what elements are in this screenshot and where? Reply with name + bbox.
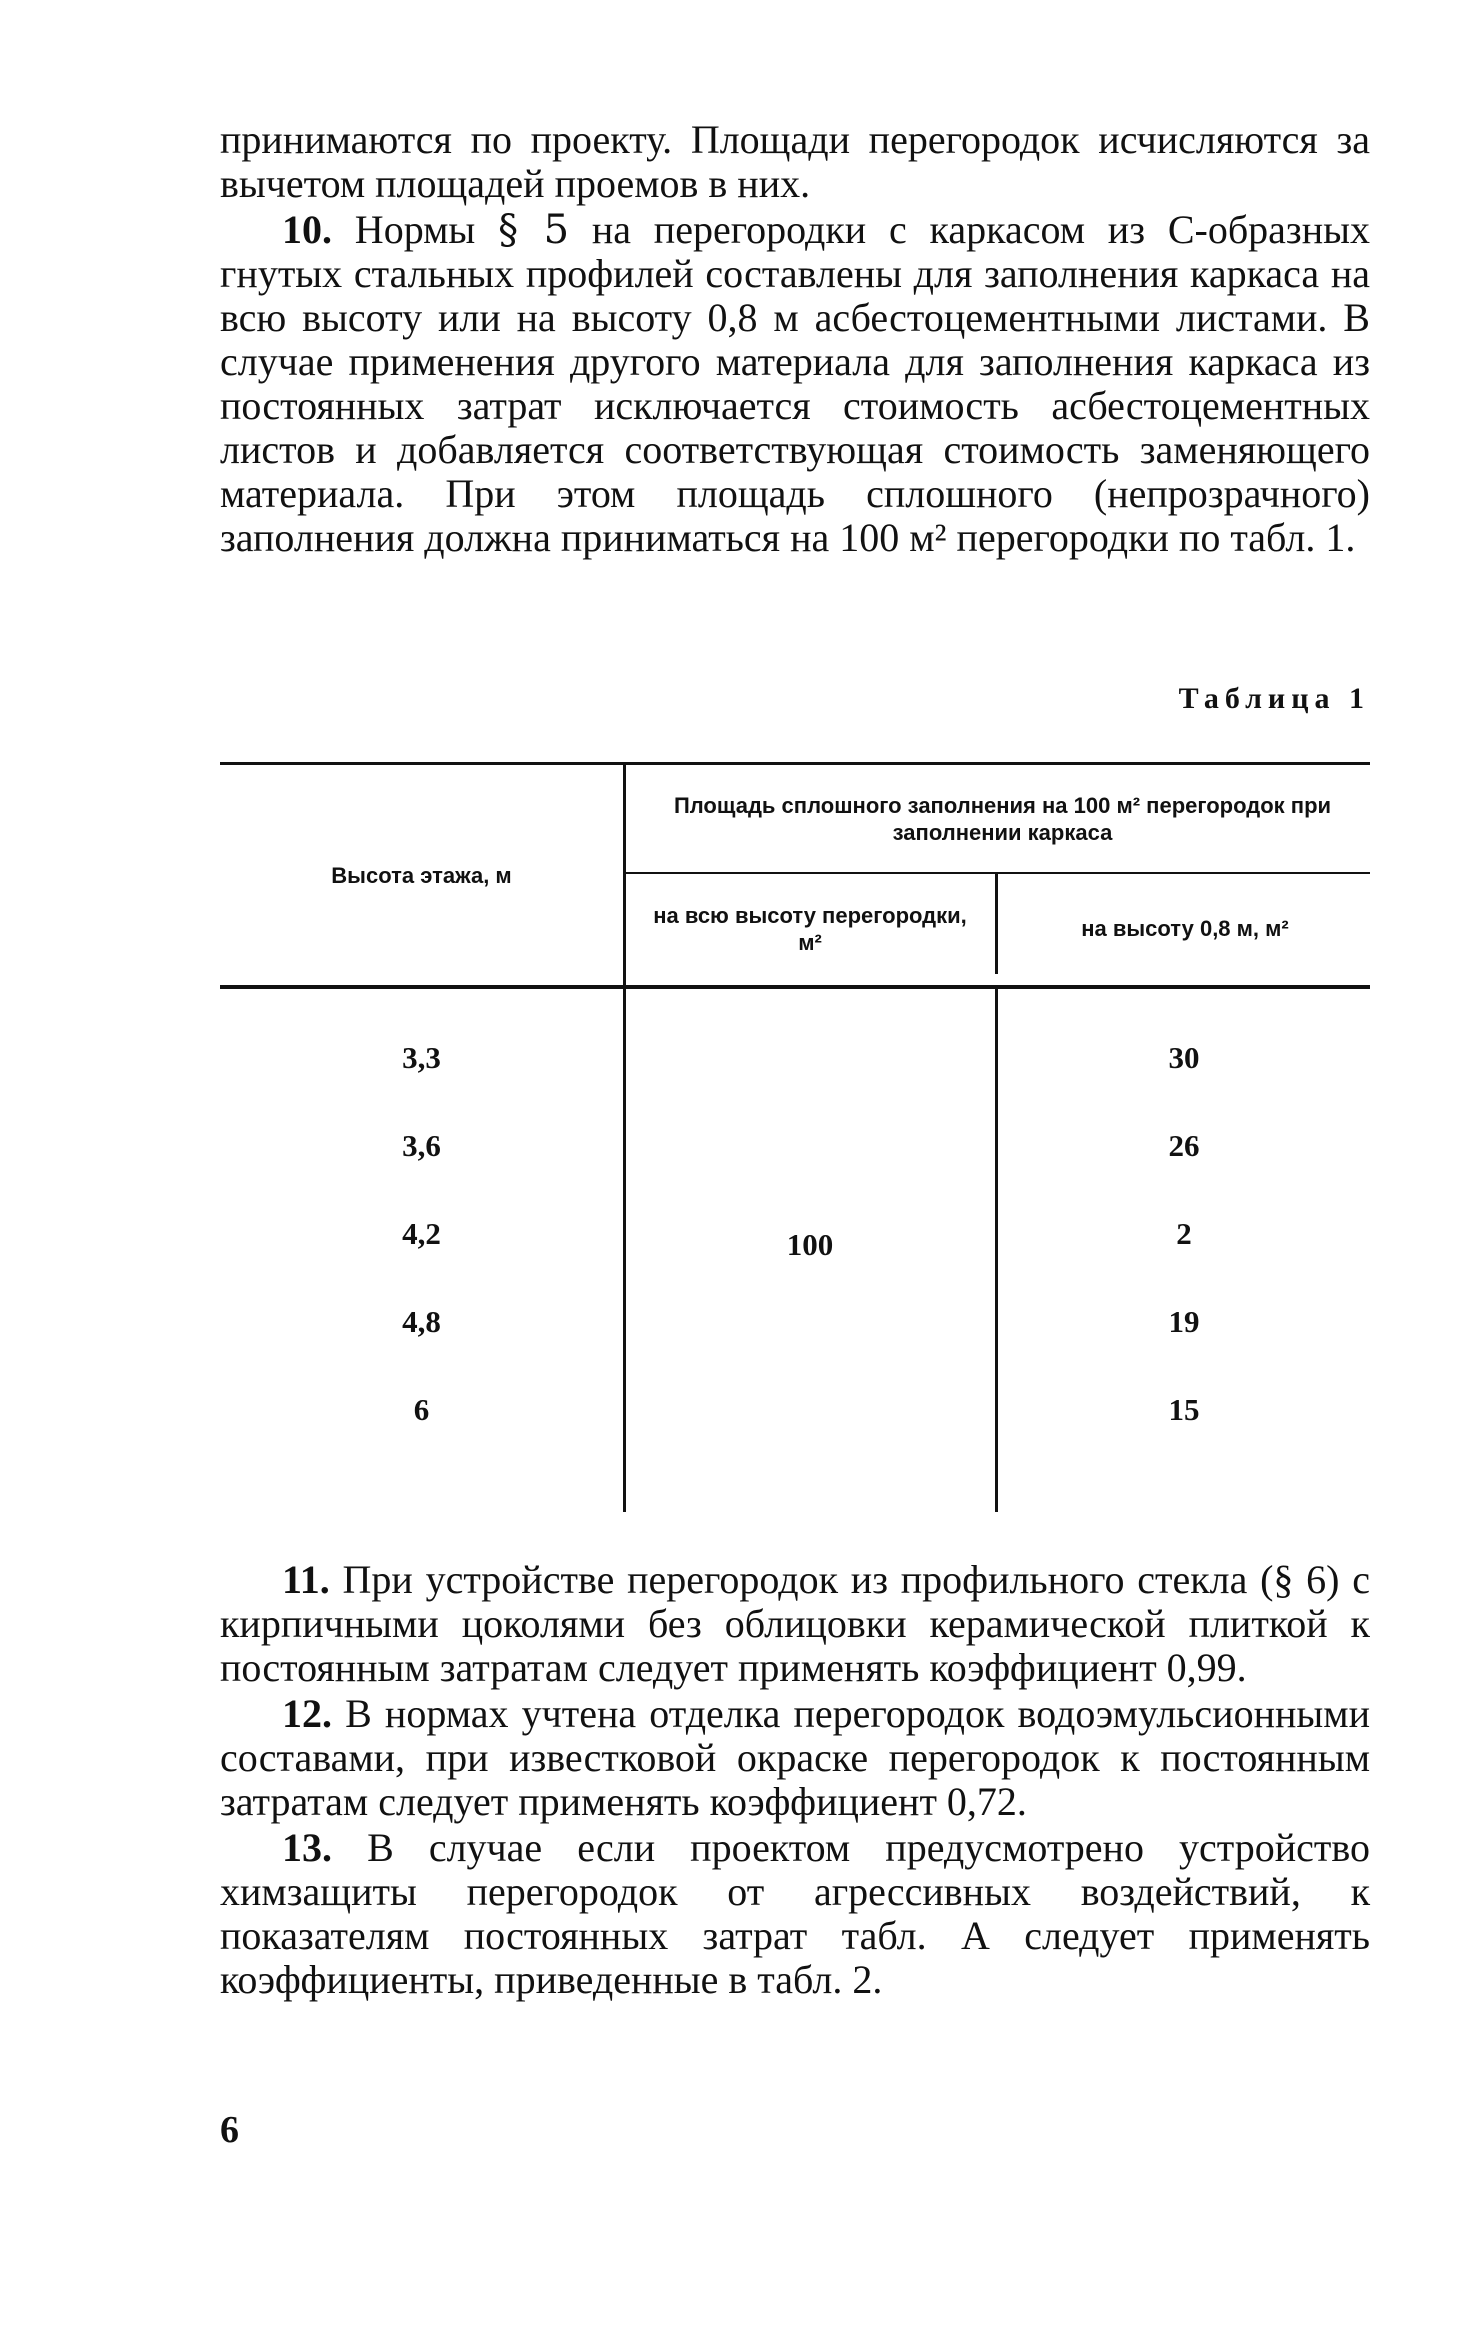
paragraph-11 [220,1558,1370,1690]
height-cell: 6 [413,1392,430,1427]
partial-height-cell: 30 [1168,1040,1200,1075]
height-cell: 3,3 [402,1040,441,1075]
paragraph-10 [220,208,1370,560]
table-caption: Таблица 1 [1178,682,1370,715]
paragraph-text: При устройстве перегородок из профильного стекла (§ 6) с кирпичными цоколями без облицовки керамической плиткой к постоянным затратам следует применять коэффициент 0,99. [220,1557,1370,1690]
page-number: 6 [220,2109,239,2151]
section-reference: § 5 [498,207,570,253]
paragraph-13 [220,1826,1370,2002]
paragraph-number: 12. [282,1691,332,1736]
height-cell: 3,6 [402,1128,441,1163]
table-top-rule [220,762,1370,765]
col-full-height-header: на всю высоту перегородки, м² [653,903,967,955]
paragraph-text: на перегородки с каркасом из С-образных гнутых стальных профилей составлены для заполнения каркаса на всю высоту или на высоту 0,8 м асбестоцементными листами. В случае применения другого материала для заполнения каркаса из постоянных затрат исключается стоимость асбестоцементных листов и добавляется соответствующая стоимость заменяющего материала. При этом площадь сплошного (непрозрачного) заполнения должна приниматься на 100 м² перегородки по табл. 1. [220,207,1370,560]
paragraph-continuation: принимаются по проекту. Площади перегородок исчисляются за вычетом площадей проемов в них. [220,117,1370,206]
merged-full-height-value: 100 [786,1227,834,1262]
height-cell: 4,2 [402,1216,441,1251]
table-divider-1 [623,762,626,1512]
height-cell: 4,8 [402,1304,441,1339]
bottom-text [220,1558,1370,2004]
top-text [220,118,1370,562]
table-header-rule [220,985,1370,989]
partial-height-cell: 15 [1168,1392,1200,1427]
paragraph-number: 13. [282,1825,332,1870]
partial-height-cell: 26 [1168,1128,1200,1163]
col-partial-height-header: на высоту 0,8 м, м² [1081,916,1289,941]
table-1 [220,762,1370,1512]
paragraph-12 [220,1692,1370,1824]
paragraph-text: В случае если проектом предусмотрено устройство химзащиты перегородок от агрессивных воздействий, к показателям постоянных затрат табл. А следует применять коэффициенты, приведенные в табл. 2. [220,1825,1370,2002]
partial-height-cell: 19 [1168,1304,1200,1339]
table-divider-2-header [995,874,998,974]
paragraph-text: Нормы [332,207,499,252]
paragraph-number: 11. [282,1557,330,1602]
paragraph-number: 10. [282,207,332,252]
group-header: Площадь сплошного заполнения на 100 м² перегородок при заполнении каркаса [673,793,1332,845]
col-height-header: Высота этажа, м [331,863,512,888]
paragraph-text: В нормах учтена отделка перегородок водоэмульсионными составами, при известковой окраске перегородок к постоянным затратам следует применять коэффициент 0,72. [220,1691,1370,1824]
partial-height-cell: 2 [1176,1216,1192,1251]
